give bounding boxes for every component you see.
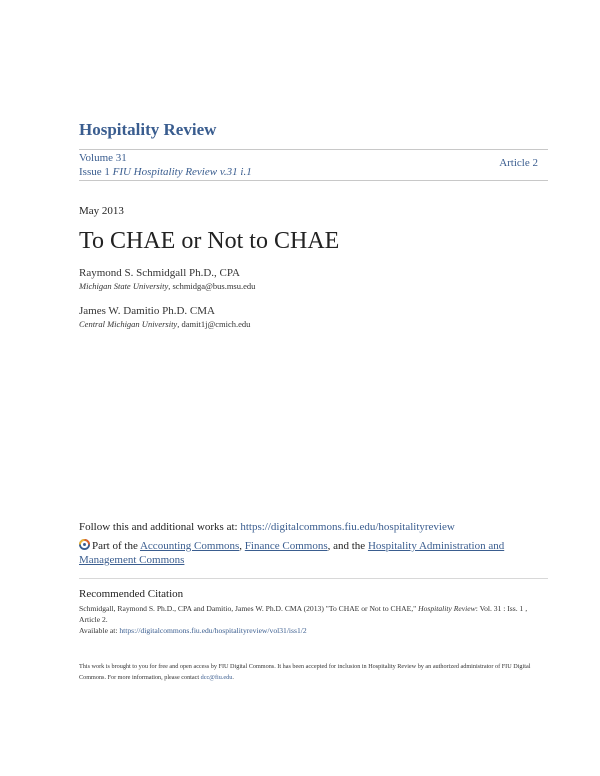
finance-commons-link[interactable]: Finance Commons — [244, 540, 328, 552]
author-2-institution: Central Michigan University — [79, 319, 178, 329]
citation-block — [79, 603, 539, 636]
citation-journal: Hospitality Review — [418, 604, 476, 613]
recommended-citation-heading: Recommended Citation — [79, 588, 184, 600]
notice-text: This work is brought to you for free and open access by FIU Digital Commons. It has been accepted for inclusion in Hospitality Review by an authorized administrator of FIU Digital Commons. For more information, please contact — [79, 663, 531, 681]
author-1-name: Raymond S. Schmidgall Ph.D., CPA — [79, 267, 240, 279]
publication-date: May 2013 — [79, 205, 124, 217]
header-rule-top — [79, 149, 548, 150]
commons-network-icon — [79, 539, 90, 550]
part-of-prefix: Part of the — [92, 540, 138, 552]
issue-journal: FIU Hospitality Review v.31 i.1 — [112, 166, 252, 178]
access-notice — [79, 661, 539, 683]
available-url-link[interactable]: https://digitalcommons.fiu.edu/hospitalityreview/vol31/iss1/2 — [119, 626, 307, 635]
hospitality-commons-link[interactable]: Hospitality Administration and Management Commons — [79, 540, 505, 566]
part-of-line — [79, 539, 529, 567]
author-2-email[interactable]: damit1j@cmich.edu — [181, 319, 251, 329]
follow-text: Follow this and additional works at: — [79, 521, 238, 533]
author-1-institution: Michigan State University — [79, 281, 169, 291]
issue-line[interactable] — [79, 166, 252, 178]
paper-title: To CHAE or Not to CHAE — [79, 228, 340, 254]
notice-end: . — [232, 674, 234, 681]
journal-title[interactable]: Hospitality Review — [79, 120, 217, 139]
header-rule-bottom — [79, 180, 548, 181]
citation-tail: : Vol. 31 : Iss. 1 , Article 2. — [79, 604, 528, 624]
author-1-affiliation: Michigan State University, schmidga@bus.msu.edu — [79, 281, 256, 291]
citation-main: Schmidgall, Raymond S. Ph.D., CPA and Damitio, James W. Ph.D. CMA (2013) "To CHAE or Not to CHAE," — [79, 604, 417, 613]
available-label: Available at: — [79, 626, 118, 635]
follow-line — [79, 521, 455, 533]
author-1-email[interactable]: schmidga@bus.msu.edu — [172, 281, 256, 291]
contact-email-link[interactable]: dcc@fiu.edu — [200, 674, 233, 681]
part-of-sep1: , — [239, 540, 243, 552]
author-2-affiliation: Central Michigan University, damit1j@cmich.edu — [79, 319, 251, 329]
part-of-sep2: , and the — [327, 540, 366, 552]
volume-link[interactable]: Volume 31 — [79, 152, 127, 164]
citation-rule — [79, 578, 548, 579]
author-2-name: James W. Damitio Ph.D. CMA — [79, 305, 215, 317]
article-number[interactable]: Article 2 — [499, 157, 538, 169]
follow-url-link[interactable]: https://digitalcommons.fiu.edu/hospitalityreview — [240, 521, 455, 533]
issue-prefix: Issue 1 — [79, 166, 110, 178]
accounting-commons-link[interactable]: Accounting Commons — [139, 540, 240, 552]
